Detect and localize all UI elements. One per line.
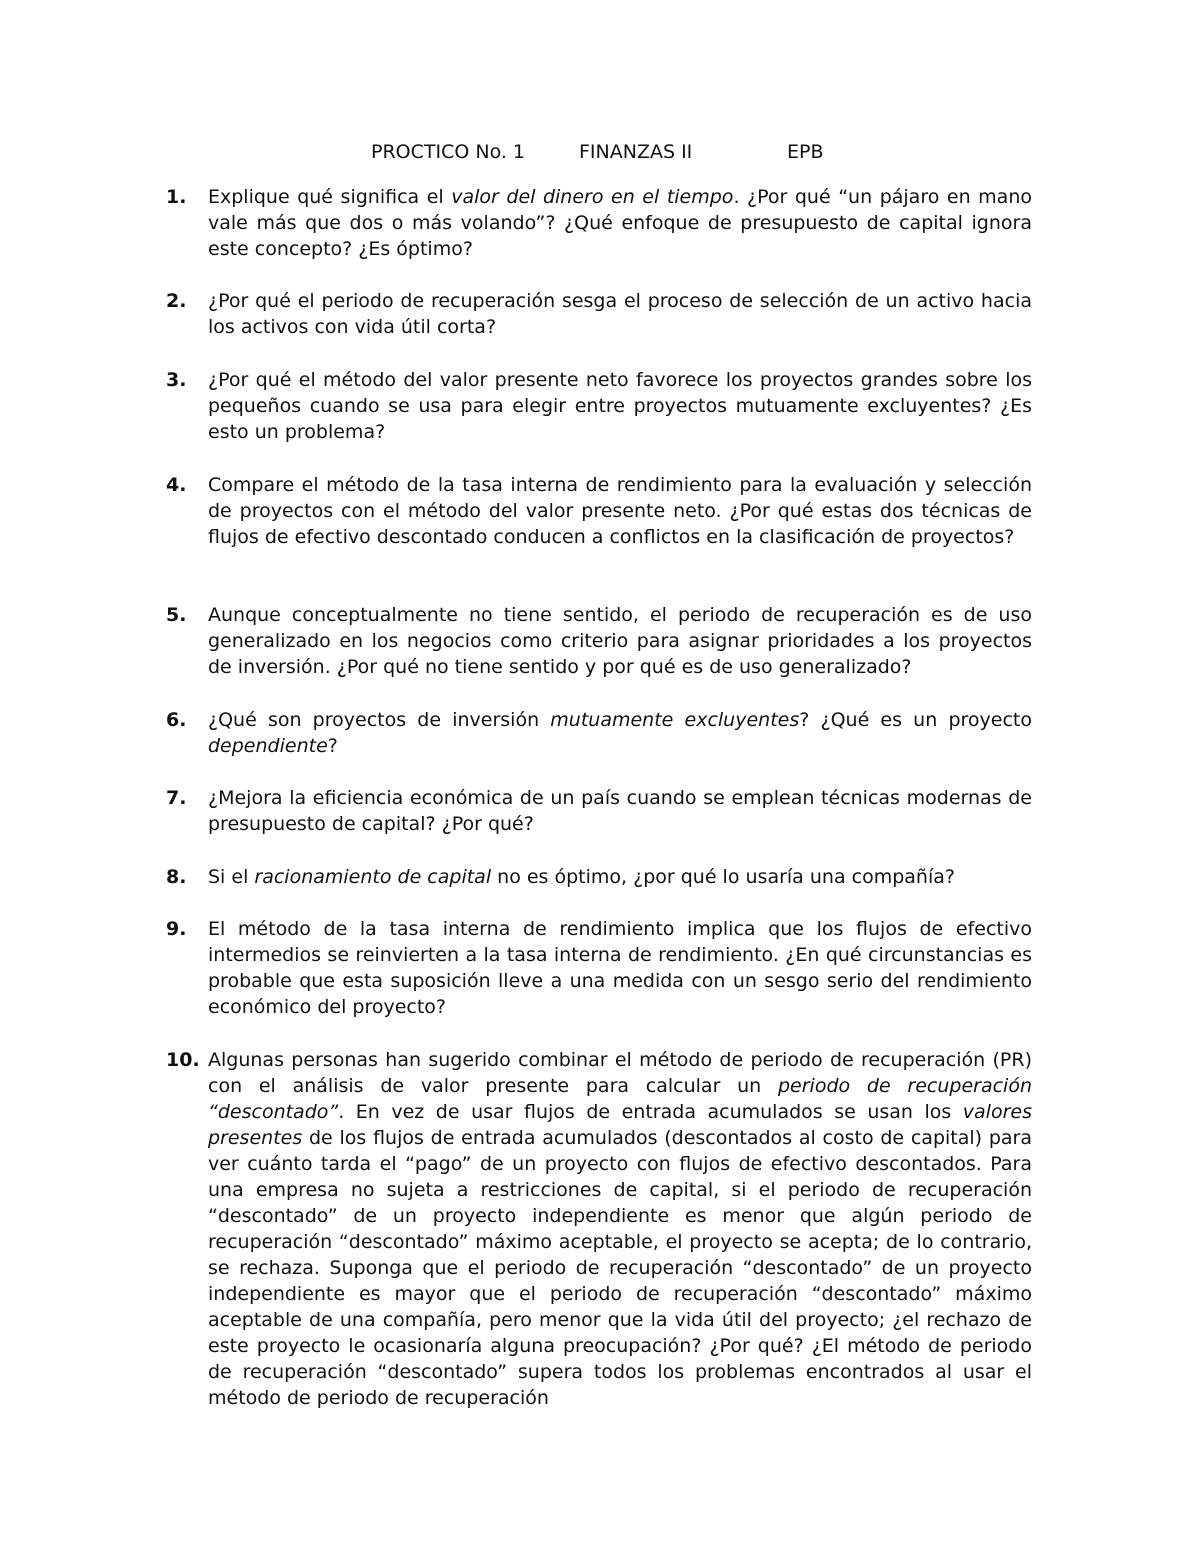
text-segment: de los flujos de entrada acumulados (descontados al costo de capital) para ver cuánto tarda el “pago” de un proyecto con flujos de efectivo descontados. Para una empresa no sujeta a restricciones de capital, si el periodo de recuperación “descontado” de un proyecto independiente es menor que algún periodo de recuperación “descontado” máximo aceptable, el proyecto se acepta; de lo contrario, se rechaza. Suponga que el periodo de recuperación “descontado” de un proyecto independiente es mayor que el periodo de recuperación “descontado” máximo aceptable de una compañía, pero menor que la vida útil del proyecto; ¿el rechazo de este proyecto le ocasionaría alguna preocupación? ¿Por qué? ¿El método de periodo de recuperación “descontado” supera todos los problemas encontrados al usar el método de periodo de recuperación bbox=[208, 1127, 1032, 1409]
question-text bbox=[208, 602, 1032, 680]
title-practice-number: PROCTICO No. 1 bbox=[371, 141, 526, 163]
question-text bbox=[208, 785, 1032, 837]
question-number: 7. bbox=[166, 787, 187, 809]
question-text bbox=[208, 472, 1032, 550]
question-text bbox=[208, 288, 1032, 340]
italic-term: dependiente bbox=[208, 735, 328, 757]
text-segment: Algunas personas han sugerido combinar el método de periodo de recuperación (PR) con el análisis de valor presente para calcular un bbox=[208, 1049, 1032, 1097]
text-segment: . En vez de usar flujos de entrada acumulados se usan los bbox=[338, 1101, 963, 1123]
text-segment: . ¿Por qué “un pájaro en mano vale más que dos o más volando”? ¿Qué enfoque de presupuesto de capital ignora este concepto? ¿Es óptimo? bbox=[208, 186, 1032, 260]
italic-term: racionamiento de capital bbox=[254, 866, 492, 888]
text-segment: Explique qué significa el bbox=[208, 186, 452, 208]
question-number: 1. bbox=[166, 186, 187, 208]
text-segment: Compare el método de la tasa interna de rendimiento para la evaluación y selección de proyectos con el método del valor presente neto. ¿Por qué estas dos técnicas de flujos de efectivo descontado conducen a conflictos en la clasificación de proyectos? bbox=[208, 474, 1032, 548]
text-segment: ¿Por qué el método del valor presente neto favorece los proyectos grandes sobre los pequeños cuando se usa para elegir entre proyectos mutuamente excluyentes? ¿Es esto un problema? bbox=[208, 369, 1032, 443]
text-segment: ? bbox=[327, 735, 338, 757]
text-segment: Aunque conceptualmente no tiene sentido, el periodo de recuperación es de uso generalizado en los negocios como criterio para asignar prioridades a los proyectos de inversión. ¿Por qué no tiene sentido y por qué es de uso generalizado? bbox=[208, 604, 1032, 678]
title-institution: EPB bbox=[787, 141, 824, 163]
question-number: 5. bbox=[166, 604, 187, 626]
question-text bbox=[208, 1047, 1032, 1411]
text-segment: ? ¿Qué es un proyecto bbox=[799, 709, 1032, 731]
text-segment: Si el bbox=[208, 866, 255, 888]
italic-term: periodo de recuperación “descontado” bbox=[208, 1075, 1032, 1123]
italic-term: valor del dinero en el tiempo bbox=[451, 186, 734, 208]
question-number: 4. bbox=[166, 474, 187, 496]
question-number: 6. bbox=[166, 709, 187, 731]
question-text bbox=[208, 864, 1032, 890]
question-text bbox=[208, 916, 1032, 1020]
question-text bbox=[208, 367, 1032, 445]
question-number: 10. bbox=[166, 1049, 200, 1071]
question-number: 8. bbox=[166, 866, 187, 888]
question-number: 9. bbox=[166, 918, 187, 940]
title-course: FINANZAS II bbox=[579, 141, 693, 163]
italic-term: mutuamente excluyentes bbox=[550, 709, 800, 731]
question-text bbox=[208, 184, 1032, 262]
page-title bbox=[0, 138, 1200, 166]
question-number: 3. bbox=[166, 369, 187, 391]
text-segment: El método de la tasa interna de rendimiento implica que los flujos de efectivo intermedios se reinvierten a la tasa interna de rendimiento. ¿En qué circunstancias es probable que esta suposición lleve a una medida con un sesgo serio del rendimiento económico del proyecto? bbox=[208, 918, 1032, 1018]
text-segment: ¿Mejora la eficiencia económica de un país cuando se emplean técnicas modernas de presupuesto de capital? ¿Por qué? bbox=[208, 787, 1032, 835]
italic-term: valores presentes bbox=[208, 1101, 1032, 1149]
question-text bbox=[208, 707, 1032, 759]
text-segment: no es óptimo, ¿por qué lo usaría una compañía? bbox=[491, 866, 955, 888]
text-segment: ¿Qué son proyectos de inversión bbox=[208, 709, 551, 731]
text-segment: ¿Por qué el periodo de recuperación sesga el proceso de selección de un activo hacia los activos con vida útil corta? bbox=[208, 290, 1032, 338]
question-number: 2. bbox=[166, 290, 187, 312]
